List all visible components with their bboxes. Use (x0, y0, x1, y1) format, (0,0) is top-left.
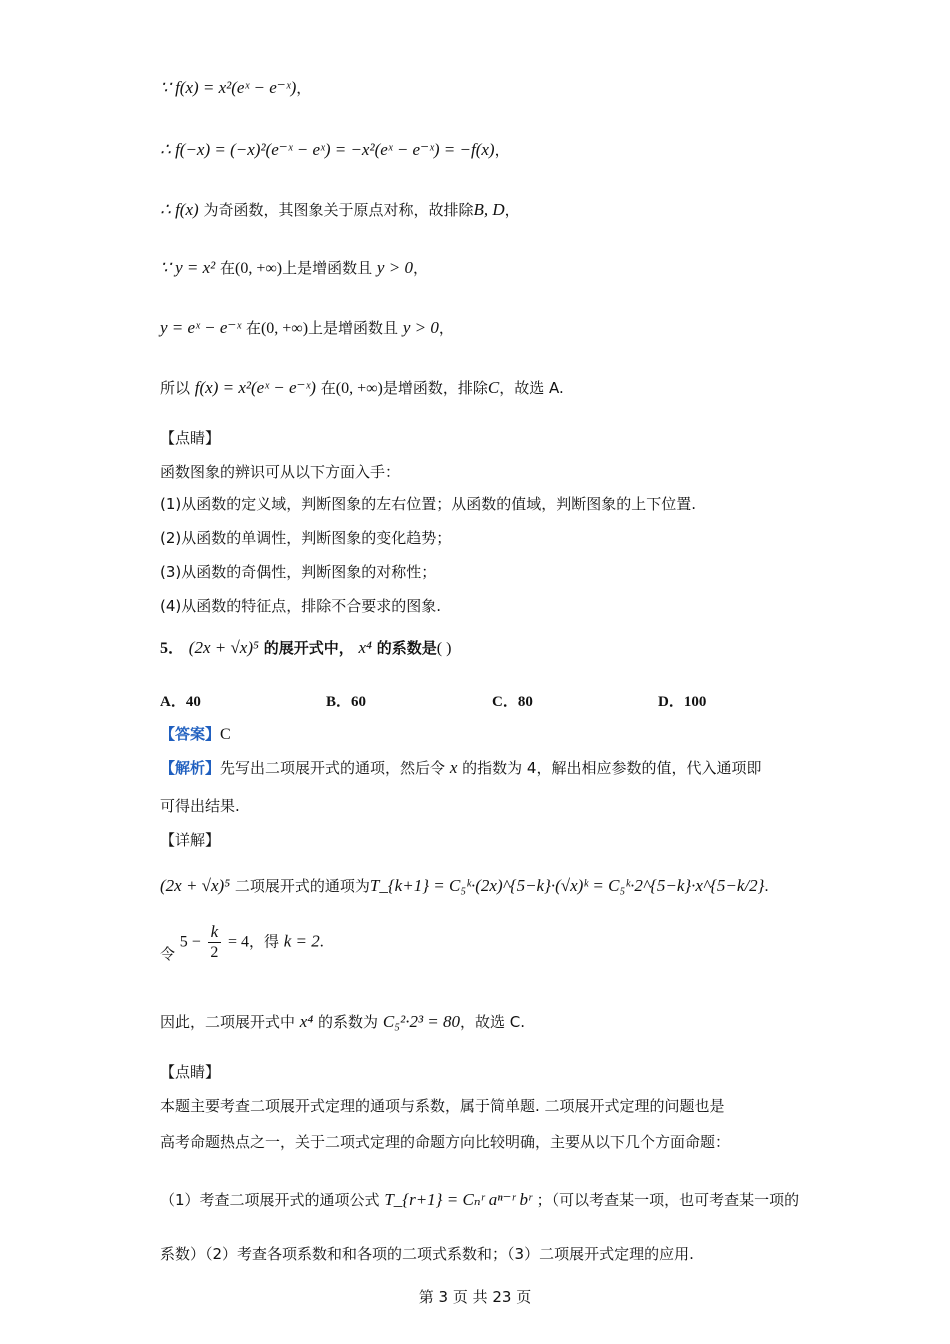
option-b: B．60 (326, 694, 367, 710)
note-item: (2)从函数的单调性，判断图象的变化趋势； (160, 529, 452, 547)
note-item: (4)从函数的特征点，排除不合要求的图象. (160, 597, 442, 615)
answer-value: C (220, 726, 231, 743)
option-c: C．80 (492, 694, 533, 710)
note2-para-4: 系数）（2）考查各项系数和和各项的二项式系数和；（3）二项展开式定理的应用. (160, 1245, 694, 1263)
question-term: x⁴ (358, 638, 372, 657)
note-intro: 函数图象的辨识可从以下方面入手： (160, 463, 401, 481)
fraction: $\frac{k}{2}$ (208, 922, 222, 963)
detail-conclusion: 因此，二项展开式中 x⁴ 的系数为 C₅²·2³ = 80，故选 C. (160, 1012, 526, 1031)
answer-label: 【答案】 (160, 725, 221, 743)
note2-para-3: （1）考查二项展开式的通项公式 T_{r+1} = Cₙʳ aⁿ⁻ʳ bʳ ；（可以考查某一项，也可考查某一项的 (160, 1190, 800, 1209)
general-term-formula: T_{r+1} = Cₙʳ aⁿ⁻ʳ bʳ (384, 1190, 532, 1209)
proof-line-6: 所以 f(x) = x²(eˣ − e⁻ˣ) 在(0, +∞)是增函数，排除C，故选 A. (160, 378, 564, 397)
page-number: 第 3 页 共 23 页 (418, 1288, 532, 1306)
question-5: 5． (2x + √x)⁵ 的展开式中， x⁴ 的系数是( ) (160, 638, 452, 657)
proof-line-3: ∴ f(x) 为奇函数，其图象关于原点对称，故排除B, D， (160, 200, 520, 219)
coefficient-formula: C₅²·2³ = 80 (382, 1012, 461, 1031)
note2-para-1: 本题主要考查二项展开式定理的通项与系数，属于简单题. 二项展开式定理的问题也是 (160, 1097, 725, 1115)
proof-line-1: ∵ f(x) = x²(eˣ − e⁻ˣ)， (160, 78, 312, 97)
note-heading: 【点睛】 (160, 429, 221, 447)
detail-step-line: 令 5 − $\frac{k}{2}$ = 4，得 k = 2. (160, 922, 324, 963)
note-item: (1)从函数的定义域，判断图象的左右位置；从函数的值域，判断图象的上下位置. (160, 495, 697, 513)
math-formula: ∴ f(−x) = (−x)²(e⁻ˣ − eˣ) = −x²(eˣ − e⁻ˣ) = −f(x) (160, 140, 495, 159)
analysis-line: 【解析】先写出二项展开式的通项，然后令 x 的指数为 4，解出相应参数的值，代入通项即 (160, 758, 762, 777)
option-d: D．100 (658, 694, 707, 710)
math-formula: ∵ f(x) = x²(eˣ − e⁻ˣ) (160, 78, 297, 97)
analysis-line-2: 可得出结果. (160, 797, 240, 815)
proof-line-5: y = eˣ − e⁻ˣ 在(0, +∞)上是增函数且 y > 0， (160, 318, 454, 337)
question-number: 5． (160, 640, 185, 657)
option-a: A．40 (160, 694, 201, 710)
note-item: (3)从函数的奇偶性，判断图象的对称性； (160, 563, 437, 581)
question-expr: (2x + √x)⁵ (188, 638, 259, 657)
answer-line (160, 724, 231, 745)
analysis-label: 【解析】 (160, 759, 221, 777)
general-term-formula: T_{k+1} = C₅ᵏ·(2x)^{5−k}·(√x)ᵏ = C₅ᵏ·2^{5−k}·x^{5−k/2} (369, 876, 765, 895)
answer-blank: ( ) (436, 640, 452, 657)
proof-line-2: ∴ f(−x) = (−x)²(e⁻ˣ − eˣ) = −x²(eˣ − e⁻ˣ) = −f(x)， (160, 140, 510, 159)
note2-para-2: 高考命题热点之一，关于二项式定理的命题方向比较明确，主要从以下几个方面命题： (160, 1133, 731, 1151)
detail-heading: 【详解】 (160, 831, 221, 849)
detail-formula-line: (2x + √x)⁵ 二项展开式的通项为T_{k+1} = C₅ᵏ·(2x)^{5−k}·(√x)ᵏ = C₅ᵏ·2^{5−k}·x^{5−k/2}. (160, 876, 769, 895)
proof-line-4: ∵ y = x² 在(0, +∞)上是增函数且 y > 0， (160, 258, 428, 277)
note2-heading: 【点睛】 (160, 1063, 221, 1081)
